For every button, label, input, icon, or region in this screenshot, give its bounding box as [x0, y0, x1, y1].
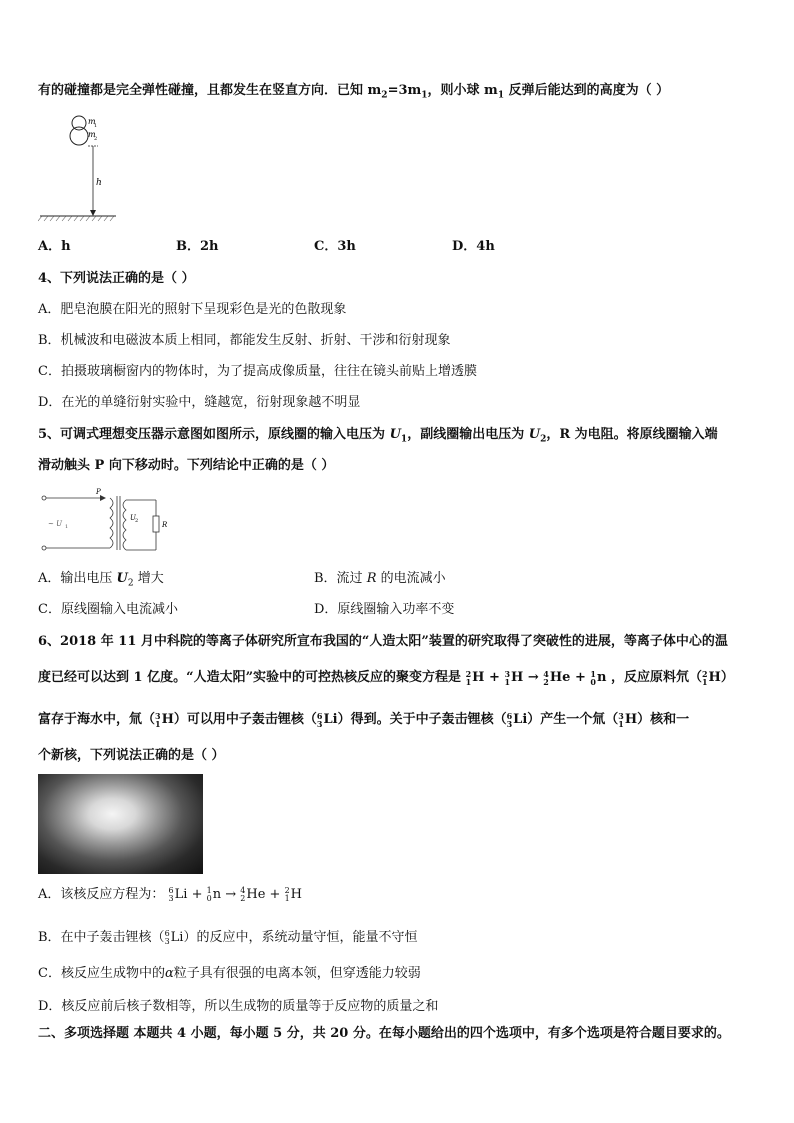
q5-option-a[interactable]: A．输出电压 $U_2$ 增大: [38, 571, 164, 589]
q6-option-a[interactable]: A．该核反应方程为： 6 3 Li + 1 0 n → 4 2 He + 2 1 H: [38, 885, 303, 903]
svg-text:1: 1: [94, 123, 98, 129]
svg-text:2: 2: [94, 136, 98, 142]
q5-option-c[interactable]: C．原线圈输入电流减小: [38, 602, 178, 617]
q4-stem: 4、下列说法正确的是（ ）: [38, 271, 195, 286]
q3-option-a[interactable]: A．h: [38, 239, 71, 254]
svg-text:~ U: ~ U: [48, 520, 62, 528]
svg-text:U: U: [130, 514, 136, 522]
plasma-photo: [38, 774, 203, 874]
q6-option-c[interactable]: C．核反应生成物中的α粒子具有很强的电离本领，但穿透能力较弱: [38, 966, 421, 981]
q3-stem-tail: 有的碰撞都是完全弹性碰撞，且都发生在竖直方向．已知 $m_2=3m_1$，则小球 $m_1$ 反弹后能达到的高度为（ ）: [38, 83, 670, 101]
svg-text:2: 2: [135, 518, 139, 524]
q6-stem-line4: 个新核，下列说法正确的是（ ）: [38, 748, 225, 763]
q6-stem-line2: 度已经可以达到 1 亿度。“人造太阳”实验中的可控热核反应的聚变方程是 2 1 H + 3 1 H → 4 2 He + 1 0 n ，反应原料氘（ 2 1 H）: [38, 668, 734, 687]
q3-option-d[interactable]: D．4h: [452, 239, 495, 254]
q5-stem-line2: 滑动触头 P 向下移动时。下列结论中正确的是（ ）: [38, 458, 335, 473]
label-m2: m: [88, 130, 96, 139]
q3-figure: [38, 112, 118, 224]
q4-option-b[interactable]: B．机械波和电磁波本质上相同，都能发生反射、折射、干涉和衍射现象: [38, 333, 451, 348]
q6-stem-line3: 富存于海水中，氚（ 3 1 H）可以用中子轰击锂核（ 6 3 Li）得到。关于中子轰击锂核（ 6 3 Li）产生一个氚（ 3 1 H）核和一: [38, 710, 690, 729]
q4-option-c[interactable]: C．拍摄玻璃橱窗内的物体时，为了提高成像质量，往往在镜头前贴上增透膜: [38, 364, 477, 379]
q3-option-c[interactable]: C．3h: [314, 239, 356, 254]
q5-option-d[interactable]: D．原线圈输入功率不变: [314, 602, 455, 617]
label-m1: m: [88, 117, 96, 126]
label-h: h: [96, 178, 102, 188]
section-2-header: 二、多项选择题 本题共 4 小题，每小题 5 分，共 20 分。在每小题给出的四个选项中，有多个选项是符合题目要求的。: [38, 1026, 730, 1041]
q3-option-b[interactable]: B．2h: [176, 239, 219, 254]
svg-text:R: R: [162, 521, 168, 529]
q5-stem-line1: 5、可调式理想变压器示意图如图所示，原线圈的输入电压为 $U_1$，副线圈输出电压为 $U_2$，R 为电阻。将原线圈输入端: [38, 427, 718, 445]
fusion-equation: 2 1 H + 3 1 H → 4 2 He + 1 0 n: [465, 668, 607, 687]
q6-option-b[interactable]: B．在中子轰击锂核（ 6 3 Li）的反应中，系统动量守恒，能量不守恒: [38, 928, 418, 946]
q6-stem-line1: 6、2018 年 11 月中科院的等离子体研究所宣布我国的“人造太阳”装置的研究取得了突破性的进展，等离子体中心的温: [38, 634, 728, 649]
svg-text:1: 1: [65, 524, 69, 530]
q4-option-d[interactable]: D．在光的单缝衍射实验中，缝越宽，衍射现象越不明显: [38, 395, 361, 410]
q5-transformer-figure: [38, 488, 168, 554]
q5-option-b[interactable]: B．流过 R 的电流减小: [314, 571, 446, 586]
svg-text:P: P: [96, 488, 101, 496]
q4-option-a[interactable]: A．肥皂泡膜在阳光的照射下呈现彩色是光的色散现象: [38, 302, 347, 317]
q6-option-d[interactable]: D．核反应前后核子数相等，所以生成物的质量等于反应物的质量之和: [38, 999, 439, 1014]
